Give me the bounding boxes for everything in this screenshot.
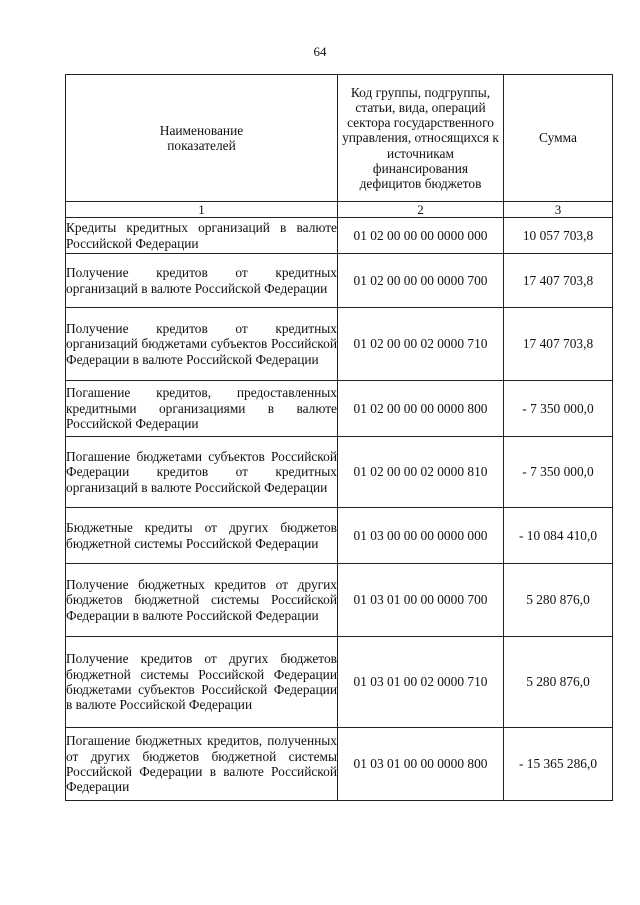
table-row bbox=[66, 728, 613, 801]
table-row bbox=[66, 308, 613, 381]
row-sum: 17 407 703,8 bbox=[504, 308, 613, 381]
row-name: Получение кредитов от кредитных организаций в валюте Российской Федерации bbox=[66, 254, 338, 308]
financing-sources-table bbox=[65, 74, 613, 801]
header-name bbox=[66, 75, 338, 202]
column-number: 2 bbox=[338, 202, 504, 218]
header-code-text: Код группы, подгруппы, статьи, вида, операций сектора государственного управления, относящихся к источникам финансирования дефицитов бюджетов bbox=[342, 84, 499, 191]
column-number: 1 bbox=[66, 202, 338, 218]
column-number: 3 bbox=[504, 202, 613, 218]
row-code: 01 03 00 00 00 0000 000 bbox=[338, 508, 504, 564]
header-sum bbox=[504, 75, 613, 202]
row-name: Получение кредитов от кредитных организаций бюджетами субъектов Российской Федерации в валюте Российской Федерации bbox=[66, 308, 338, 381]
table-row bbox=[66, 508, 613, 564]
row-name: Бюджетные кредиты от других бюджетов бюджетной системы Российской Федерации bbox=[66, 508, 338, 564]
row-sum: 17 407 703,8 bbox=[504, 254, 613, 308]
row-sum: 10 057 703,8 bbox=[504, 218, 613, 254]
row-name: Кредиты кредитных организаций в валюте Российской Федерации bbox=[66, 218, 338, 254]
row-code: 01 02 00 00 00 0000 000 bbox=[338, 218, 504, 254]
row-code: 01 03 01 00 02 0000 710 bbox=[338, 637, 504, 728]
row-name: Получение бюджетных кредитов от других бюджетов бюджетной системы Российской Федерации в валюте Российской Федерации bbox=[66, 564, 338, 637]
header-code bbox=[338, 75, 504, 202]
table-row bbox=[66, 381, 613, 437]
row-code: 01 02 00 00 00 0000 700 bbox=[338, 254, 504, 308]
row-sum: - 7 350 000,0 bbox=[504, 381, 613, 437]
row-sum: 5 280 876,0 bbox=[504, 637, 613, 728]
row-code: 01 02 00 00 02 0000 810 bbox=[338, 437, 504, 508]
header-sum-text: Сумма bbox=[539, 130, 577, 146]
row-code: 01 02 00 00 02 0000 710 bbox=[338, 308, 504, 381]
table-row bbox=[66, 218, 613, 254]
page-number: 64 bbox=[313, 44, 327, 59]
row-sum: - 10 084 410,0 bbox=[504, 508, 613, 564]
row-sum: - 7 350 000,0 bbox=[504, 437, 613, 508]
table-row bbox=[66, 637, 613, 728]
row-code: 01 03 01 00 00 0000 700 bbox=[338, 564, 504, 637]
header-row bbox=[66, 75, 613, 202]
row-code: 01 03 01 00 00 0000 800 bbox=[338, 728, 504, 801]
table-row bbox=[66, 564, 613, 637]
row-name: Погашение бюджетных кредитов, полученных от других бюджетов бюджетной системы Российской Федерации в валюте Российской Федерации bbox=[66, 728, 338, 801]
row-sum: 5 280 876,0 bbox=[504, 564, 613, 637]
row-sum: - 15 365 286,0 bbox=[504, 728, 613, 801]
header-name-text: Наименование показателей bbox=[159, 122, 244, 153]
table-row bbox=[66, 254, 613, 308]
row-name: Погашение бюджетами субъектов Российской Федерации кредитов от кредитных организаций в валюте Российской Федерации bbox=[66, 437, 338, 508]
row-code: 01 02 00 00 00 0000 800 bbox=[338, 381, 504, 437]
row-name: Получение кредитов от других бюджетов бюджетной системы Российской Федерации бюджетами субъектов Российской Федерации в валюте Российской Федерации bbox=[66, 637, 338, 728]
row-name: Погашение кредитов, предоставленных кредитными организациями в валюте Российской Федерации bbox=[66, 381, 338, 437]
table-row bbox=[66, 437, 613, 508]
column-number-row bbox=[66, 202, 613, 218]
